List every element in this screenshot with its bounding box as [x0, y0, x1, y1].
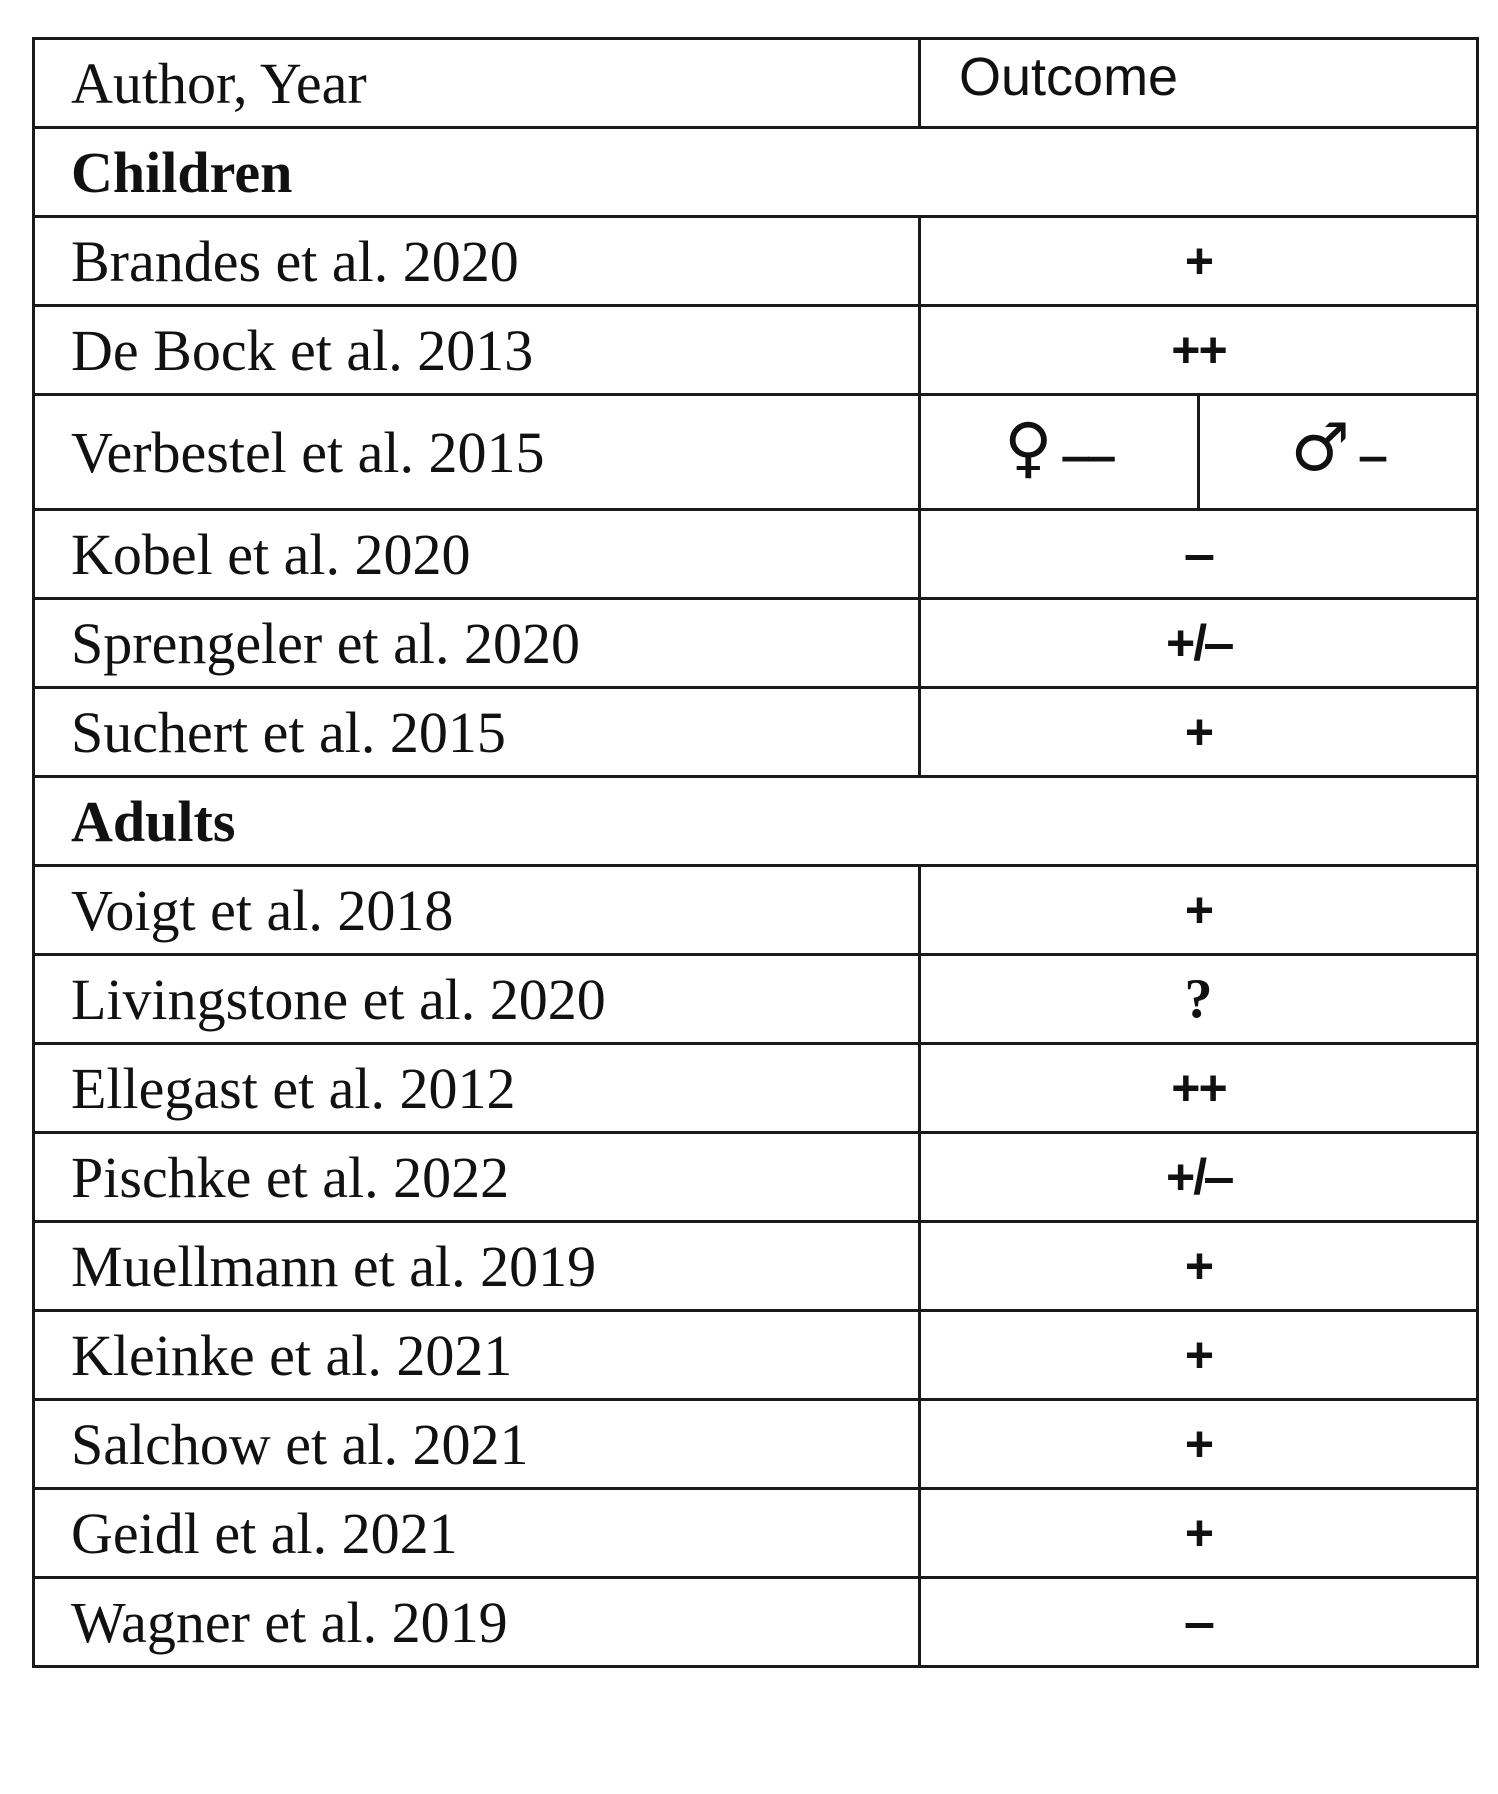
- author-cell: Geidl et al. 2021: [34, 1489, 920, 1578]
- outcome-cell: +: [920, 1222, 1478, 1311]
- outcome-cell: +: [920, 1400, 1478, 1489]
- author-cell: Muellmann et al. 2019: [34, 1222, 920, 1311]
- outcome-cell: +: [920, 217, 1478, 306]
- female-outcome: [921, 396, 1200, 508]
- outcome-cell: +: [920, 688, 1478, 777]
- table-row: [34, 688, 1478, 777]
- table-row: [34, 1044, 1478, 1133]
- table-row: [34, 866, 1478, 955]
- author-cell: Brandes et al. 2020: [34, 217, 920, 306]
- outcome-cell: ‒: [920, 510, 1478, 599]
- outcome-cell: ++: [920, 1044, 1478, 1133]
- author-cell: Verbestel et al. 2015: [34, 395, 920, 510]
- author-cell: Kleinke et al. 2021: [34, 1311, 920, 1400]
- male-symbol-icon: ♂: [1290, 409, 1350, 486]
- header-outcome: Outcome: [920, 39, 1478, 128]
- header-author: Author, Year: [34, 39, 920, 128]
- table-row: [34, 1222, 1478, 1311]
- table-row: [34, 955, 1478, 1044]
- outcome-cell-split: [920, 395, 1478, 510]
- group-row-children: [34, 128, 1478, 217]
- table-row: [34, 1133, 1478, 1222]
- table-row: [34, 306, 1478, 395]
- male-outcome: [1200, 396, 1476, 508]
- female-symbol-icon: ♀: [1004, 409, 1053, 486]
- outcome-cell: ‒: [920, 1578, 1478, 1667]
- table-row: [34, 1311, 1478, 1400]
- table-row: [34, 217, 1478, 306]
- table-row: [34, 1578, 1478, 1667]
- group-row-adults: [34, 777, 1478, 866]
- outcome-cell: +: [920, 1311, 1478, 1400]
- outcome-cell: +: [920, 866, 1478, 955]
- male-outcome-value: ‒: [1359, 429, 1386, 483]
- group-label: Children: [34, 128, 1478, 217]
- header-row: [34, 39, 1478, 128]
- table-row: [34, 599, 1478, 688]
- table-row: [34, 1400, 1478, 1489]
- group-label: Adults: [34, 777, 1478, 866]
- outcome-cell: +: [920, 1489, 1478, 1578]
- author-cell: Voigt et al. 2018: [34, 866, 920, 955]
- author-cell: Ellegast et al. 2012: [34, 1044, 920, 1133]
- outcome-cell: ?: [920, 955, 1478, 1044]
- author-cell: Livingstone et al. 2020: [34, 955, 920, 1044]
- outcome-cell: ++: [920, 306, 1478, 395]
- table-row: [34, 395, 1478, 510]
- author-cell: Suchert et al. 2015: [34, 688, 920, 777]
- outcome-table: [32, 37, 1479, 1668]
- author-cell: Kobel et al. 2020: [34, 510, 920, 599]
- author-cell: Pischke et al. 2022: [34, 1133, 920, 1222]
- author-cell: De Bock et al. 2013: [34, 306, 920, 395]
- table-row: [34, 1489, 1478, 1578]
- author-cell: Salchow et al. 2021: [34, 1400, 920, 1489]
- outcome-cell: +/‒: [920, 1133, 1478, 1222]
- outcome-cell: +/‒: [920, 599, 1478, 688]
- table-row: [34, 510, 1478, 599]
- author-cell: Sprengeler et al. 2020: [34, 599, 920, 688]
- author-cell: Wagner et al. 2019: [34, 1578, 920, 1667]
- female-outcome-value: ‒‒: [1062, 429, 1114, 483]
